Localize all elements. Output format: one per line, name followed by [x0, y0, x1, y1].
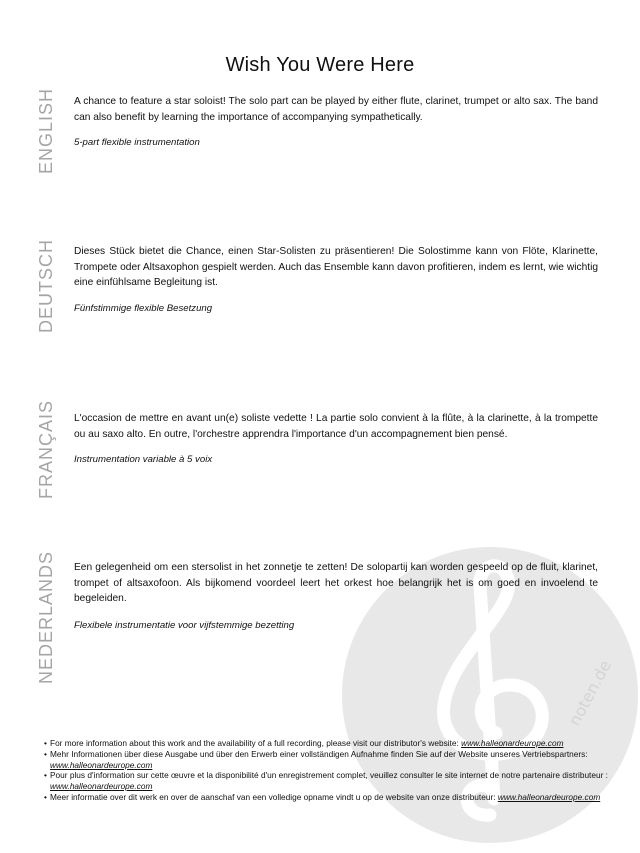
footer-item-english	[44, 738, 614, 749]
bullet: •	[44, 791, 47, 802]
distributor-link[interactable]: www.halleonardeurope.com	[497, 791, 601, 802]
footer-notes	[44, 738, 614, 803]
bullet: •	[44, 748, 47, 759]
section-text-nederlands: Een gelegenheid om een stersolist in het zonnetje te zetten! De solopartij kan worden gespeeld op de fluit, klarinet, trompet of altsaxofoon. Als bijkomend voordeel leert het orkest hoe belangrijk het is om goed en invoelend te begeleiden.	[74, 562, 598, 604]
footer-text: Mehr Informationen über diese Ausgabe und über den Erwerb einer vollständigen Aufnahme finden Sie auf der Website unseres Vertriebspartners:	[50, 748, 588, 759]
bullet: •	[44, 738, 47, 748]
section-text-francais: L'occasion de mettre en avant un(e) soliste vedette ! La partie solo convient à la flûte, à la clarinette, à la trompette ou au saxo alto. En outre, l'orchestre apprendra l'importance d'un accompagnement bien pensé.	[74, 413, 598, 440]
footer-item-nederlands	[44, 792, 614, 803]
language-label-nederlands: NEDERLANDS	[36, 550, 56, 684]
section-note-deutsch: Fünfstimmige flexible Besetzung	[74, 303, 213, 314]
language-label-english: ENGLISH	[36, 87, 56, 174]
section-note-nederlands: Flexibele instrumentatie voor vijfstemmige bezetting	[74, 620, 295, 631]
section-text-english: A chance to feature a star soloist! The solo part can be played by either flute, clarinet, trumpet or alto sax. The band can also benefit by learning the importance of accompanying sympathetically.	[74, 96, 598, 123]
page-title: Wish You Were Here	[225, 54, 415, 76]
watermark-text: noten.de	[564, 657, 615, 729]
section-note-francais: Instrumentation variable à 5 voix	[74, 454, 213, 465]
section-text-deutsch: Dieses Stück bietet die Chance, einen Star-Solisten zu präsentieren! Die Solostimme kann von Flöte, Klarinette, Trompete oder Altsaxophon gespielt werden. Auch das Ensemble kann davon profitieren, indem es lernt, wie wichtig eine einfühlsame Begleitung ist.	[74, 246, 598, 288]
bullet: •	[44, 770, 47, 781]
footer-item-francais	[44, 770, 614, 792]
distributor-link[interactable]: www.halleonardeurope.com	[50, 759, 153, 770]
section-note-english: 5-part flexible instrumentation	[74, 137, 200, 148]
distributor-link[interactable]: www.halleonardeurope.com	[50, 781, 153, 792]
language-label-deutsch: DEUTSCH	[36, 238, 56, 333]
distributor-link[interactable]: www.halleonardeurope.com	[461, 738, 564, 748]
footer-text: Pour plus d'information sur cette œuvre et la disponibilité d'un enregistrement complet, veuillez consulter le site internet de notre partenaire distributeur :	[50, 770, 608, 781]
footer-text: Meer informatie over dit werk en over de aanschaf van een volledige opname vindt u op de website van onze distributeur:	[50, 791, 498, 802]
footer-text: For more information about this work and the availability of a full recording, please visit our distributor's website:	[50, 738, 462, 748]
language-label-francais: FRANÇAIS	[36, 399, 56, 499]
footer-item-deutsch	[44, 749, 614, 771]
